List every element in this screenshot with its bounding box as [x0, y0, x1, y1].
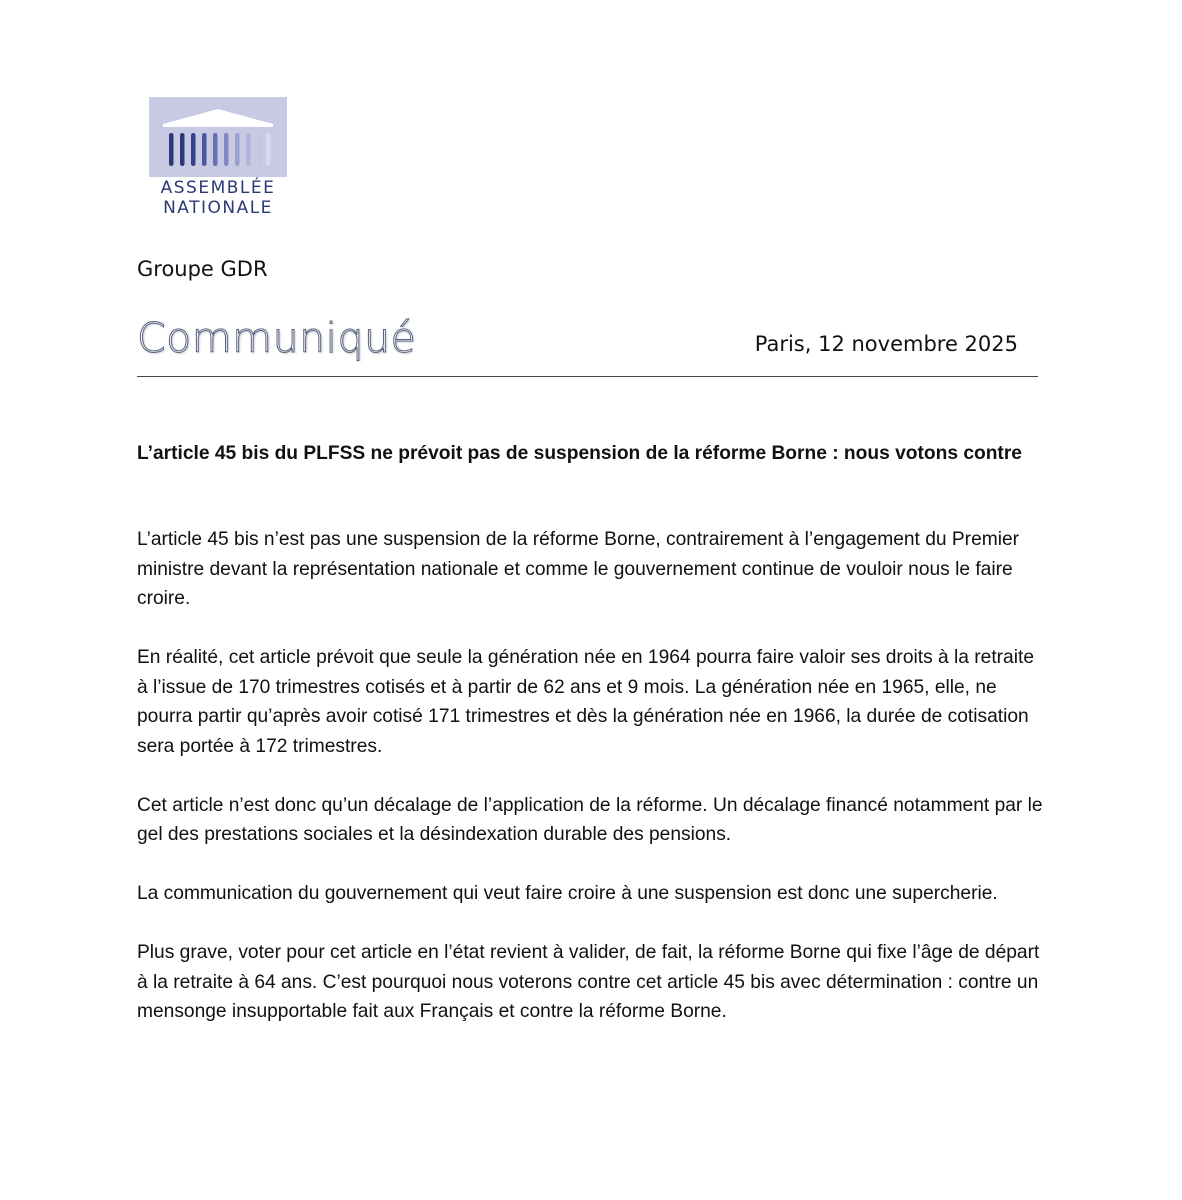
logo-text-line-1: ASSEMBLÉE [160, 178, 276, 198]
place-and-date: Paris, 12 novembre 2025 [754, 332, 1018, 356]
body-paragraph: En réalité, cet article prévoit que seule la génération née en 1964 pourra faire valoir ses droits à la retraite à l’issue de 170 trimestres cotisés et à partir de 62 ans et 9 mois. La génération née en 1965, elle, ne pourra partir qu’après avoir cotisé 171 trimestres et dès la génération née en 1966, la durée de cotisation sera portée à 172 trimestres. [137, 647, 1034, 757]
document-type-title: Communiqué [137, 314, 417, 362]
assemblee-nationale-logo [149, 97, 287, 222]
group-name: Groupe GDR [137, 257, 268, 281]
press-release-headline: L’article 45 bis du PLFSS ne prévoit pas de suspension de la réforme Borne : nous votons contre [137, 443, 1022, 464]
body-paragraph: Cet article n’est donc qu’un décalage de l’application de la réforme. Un décalage financé notamment par le gel des prestations sociales et la désindexation durable des pensions. [137, 794, 1043, 845]
body-paragraph: Plus grave, voter pour cet article en l’état revient à valider, de fait, la réforme Borne qui fixe l’âge de départ à la retraite à 64 ans. C’est pourquoi nous voterons contre cet article 45 bis avec détermination : contre un mensonge insupportable fait aux Français et contre la réforme Borne. [137, 942, 1040, 1022]
body-paragraph: La communication du gouvernement qui veut faire croire à une suspension est donc une supercherie. [137, 883, 998, 904]
header-divider [137, 376, 1038, 377]
logo-text-line-2: NATIONALE [163, 198, 273, 218]
hemicycle-icon [149, 97, 287, 177]
press-release-body [137, 525, 1047, 1056]
body-paragraph: L’article 45 bis n’est pas une suspension de la réforme Borne, contrairement à l’engagement du Premier ministre devant la représentation nationale et comme le gouvernement continue de vouloir nous le faire croire. [137, 529, 1020, 609]
